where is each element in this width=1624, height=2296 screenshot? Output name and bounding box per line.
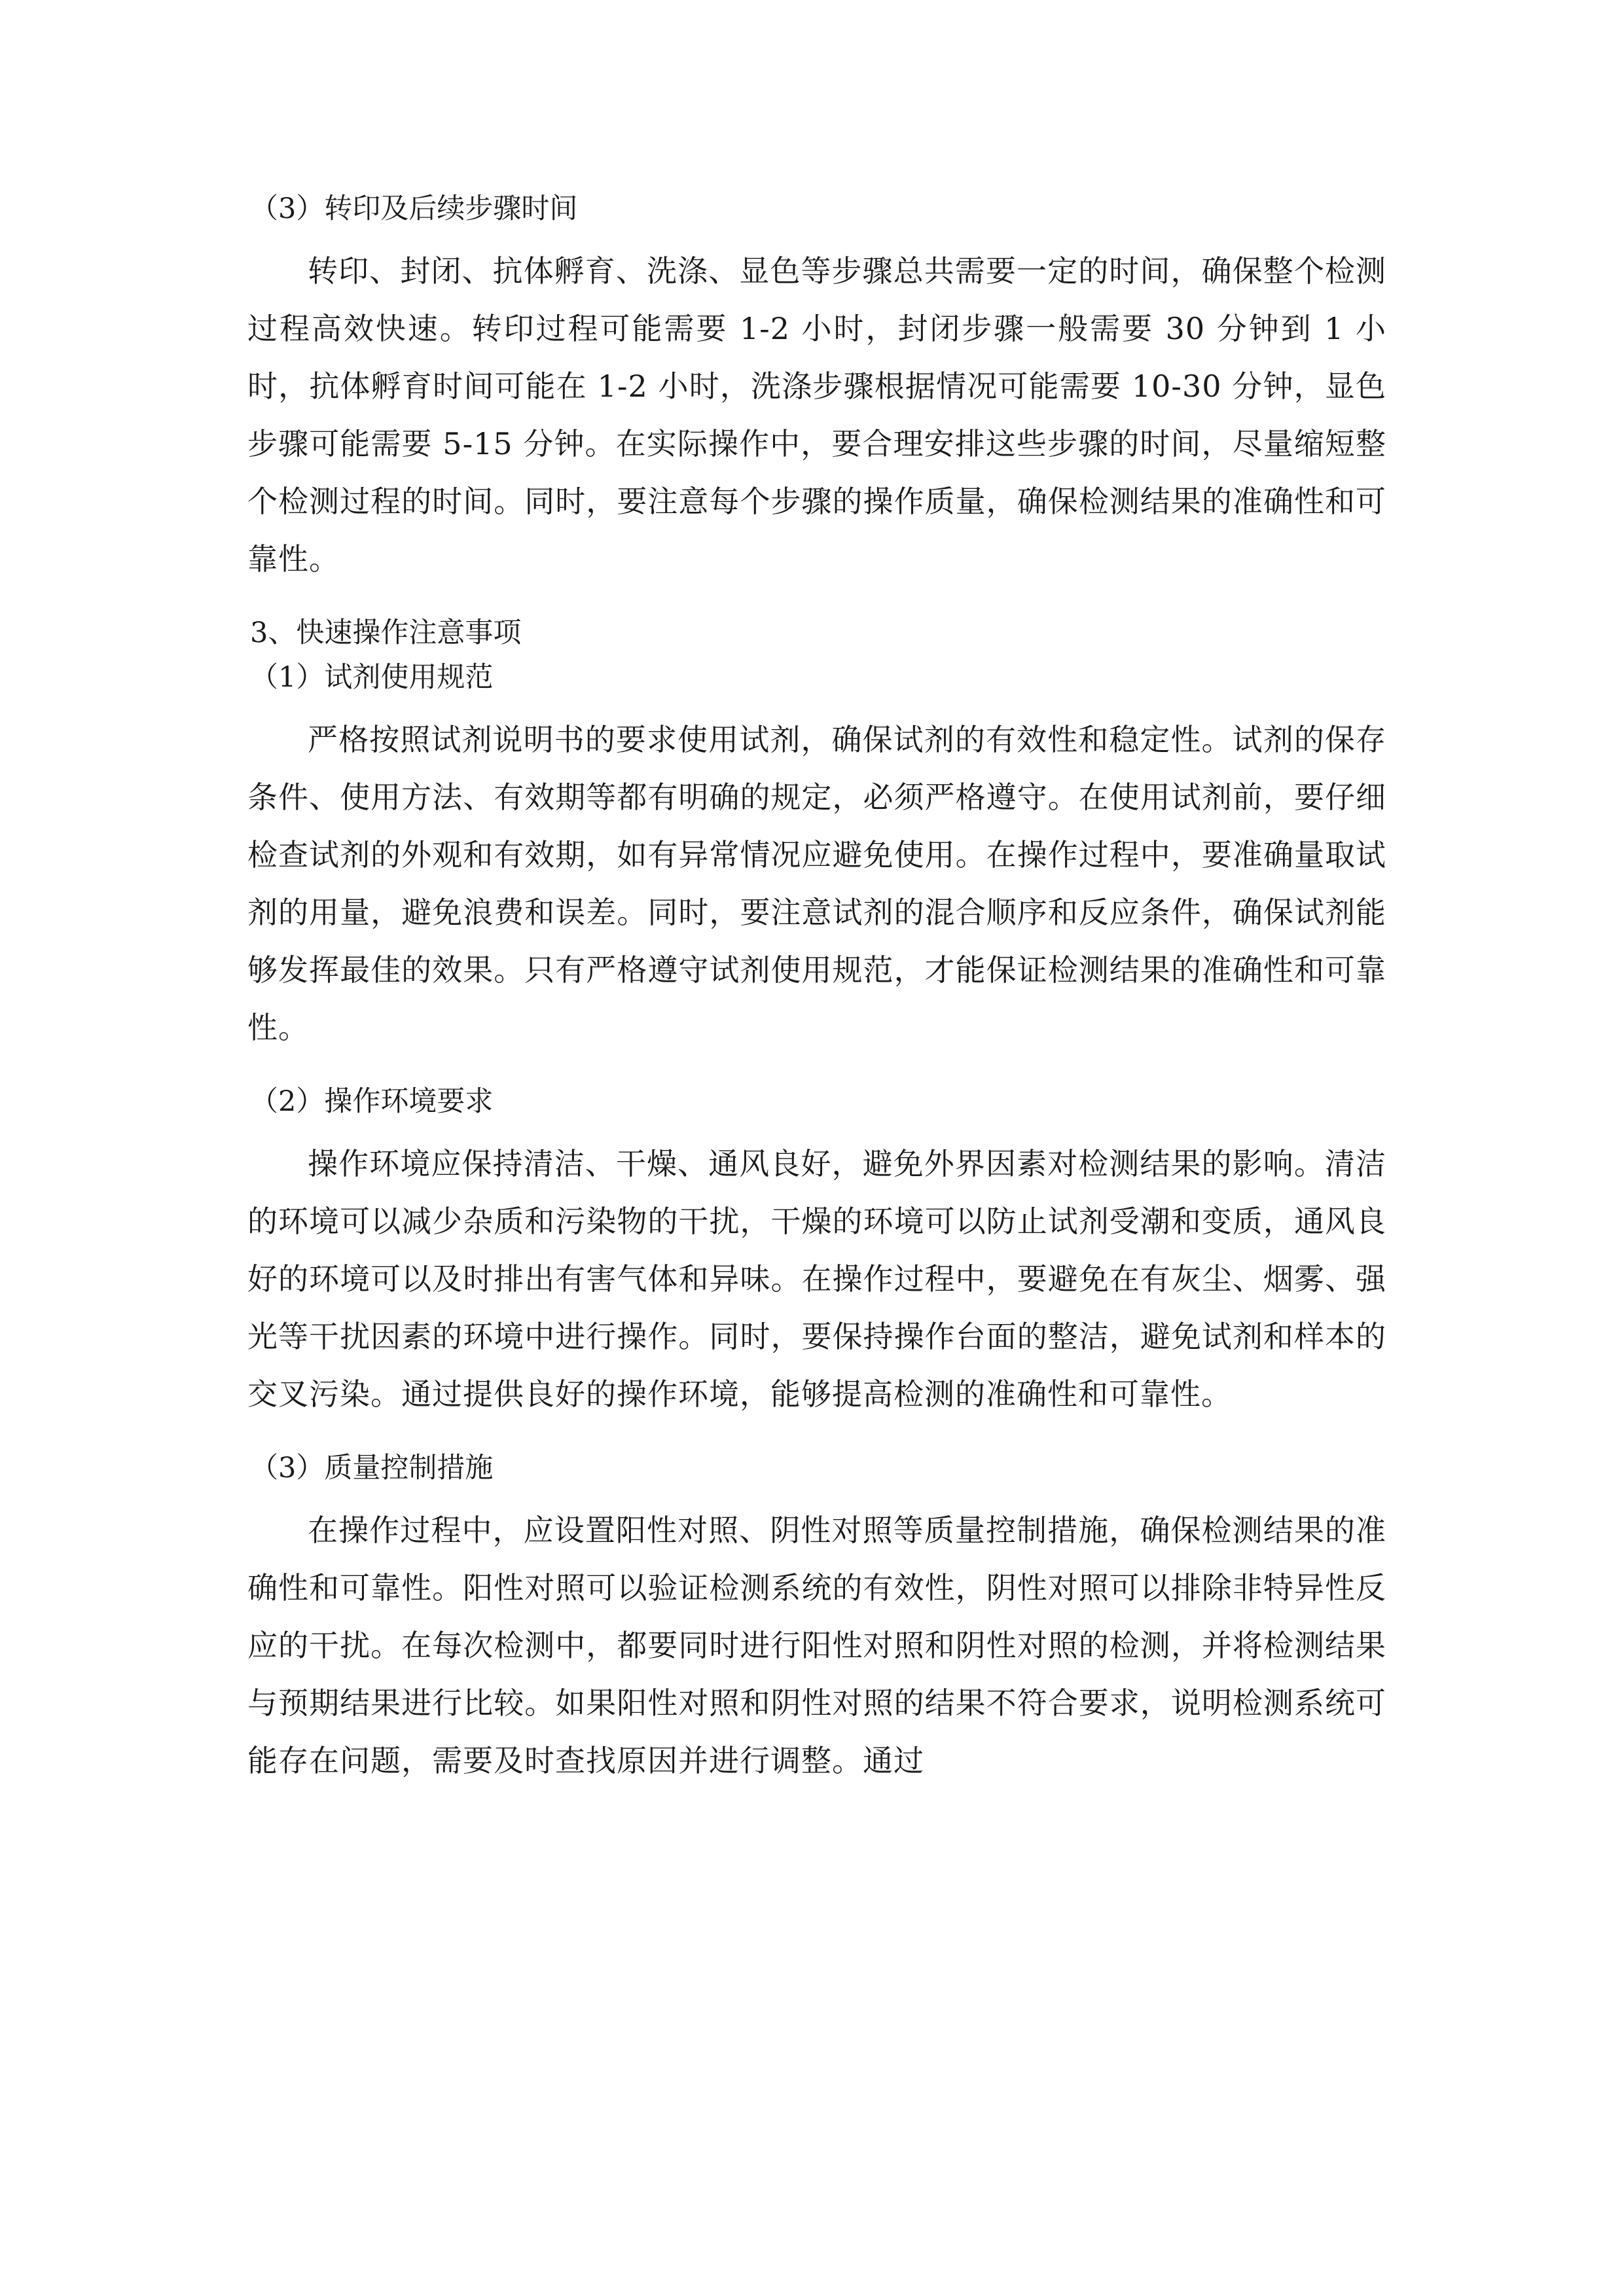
paragraph-reagent-usage: 严格按照试剂说明书的要求使用试剂，确保试剂的有效性和稳定性。试剂的保存条件、使用方法、有效期等都有明确的规定，必须严格遵守。在使用试剂前，要仔细检查试剂的外观和有效期，如有异常情况应避免使用。在操作过程中，要准确量取试剂的用量，避免浪费和误差。同时，要注意试剂的混合顺序和反应条件，确保试剂能够发挥最佳的效果。只有严格遵守试剂使用规范，才能保证检测结果的准确性和可靠性。 — [247, 722, 1386, 1045]
paragraph-transfer-time: 转印、封闭、抗体孵育、洗涤、显色等步骤总共需要一定的时间，确保整个检测过程高效快速。转印过程可能需要 1-2 小时，封闭步骤一般需要 30 分钟到 1 小时，抗体孵育时间可能在 1-2 小时，洗涤步骤根据情况可能需要 10-30 分钟，显色步骤可能需要 5-15 分钟。在实际操作中，要合理安排这些步骤的时间，尽量缩短整个检测过程的时间。同时，要注意每个步骤的操作质量，确保检测结果的准确性和可靠性。 — [247, 253, 1386, 577]
section-heading-quick-operation-notes: 3、快速操作注意事项 — [250, 617, 522, 649]
paragraph-environment: 操作环境应保持清洁、干燥、通风良好，避免外界因素对检测结果的影响。清洁的环境可以减少杂质和污染物的干扰，干燥的环境可以防止试剂受潮和变质，通风良好的环境可以及时排出有害气体和异味。在操作过程中，要避免在有灰尘、烟雾、强光等干扰因素的环境中进行操作。同时，要保持操作台面的整洁，避免试剂和样本的交叉污染。通过提供良好的操作环境，能够提高检测的准确性和可靠性。 — [247, 1146, 1386, 1412]
subsection-heading-transfer-time: （3）转印及后续步骤时间 — [250, 192, 578, 225]
paragraph-quality-control: 在操作过程中，应设置阳性对照、阴性对照等质量控制措施，确保检测结果的准确性和可靠性。阳性对照可以验证检测系统的有效性，阴性对照可以排除非特异性反应的干扰。在每次检测中，都要同时进行阳性对照和阴性对照的检测，并将检测结果与预期结果进行比较。如果阳性对照和阴性对照的结果不符合要求，说明检测系统可能存在问题，需要及时查找原因并进行调整。通过 — [247, 1513, 1386, 1778]
subsection-heading-reagent-usage: （1）试剂使用规范 — [250, 661, 494, 694]
subsection-heading-quality-control: （3）质量控制措施 — [250, 1452, 494, 1484]
document-body — [247, 190, 1386, 1789]
subsection-heading-environment: （2）操作环境要求 — [250, 1085, 494, 1118]
